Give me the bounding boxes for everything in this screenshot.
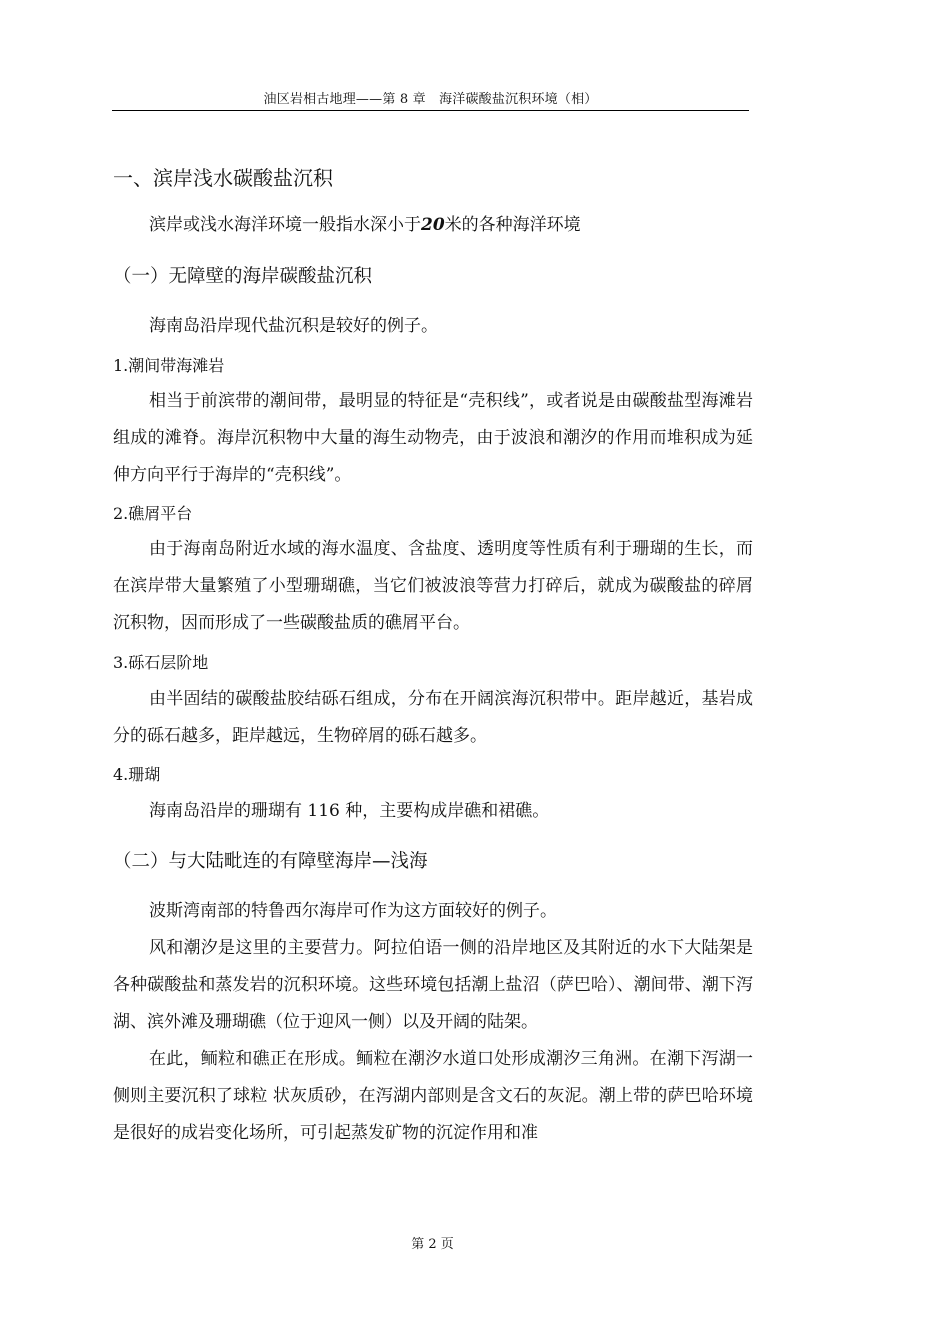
item-title-1: 1.潮间带海滩岩 (113, 356, 225, 375)
section-intro (113, 207, 753, 244)
item-title-2: 2.礁屑平台 (113, 504, 193, 523)
item-text-2: 由于海南岛附近水域的海水温度、含盐度、透明度等性质有利于珊瑚的生长，而在滨岸带大量繁殖了小型珊瑚礁，当它们被波浪等营力打碎后，就成为碳酸盐的碎屑沉积物，因而形成了一些碳酸盐质的礁屑平台。 (113, 539, 753, 633)
item-text-4: 海南岛沿岸的珊瑚有 116 种，主要构成岸礁和裙礁。 (149, 801, 550, 821)
item-title-4: 4.珊瑚 (113, 765, 161, 784)
subsection-heading-2: （二）与大陆毗连的有障壁海岸—浅海 (113, 851, 428, 872)
subsection-2-para-2: 风和潮汐是这里的主要营力。阿拉伯语一侧的沿岸地区及其附近的水下大陆架是各种碳酸盐和蒸发岩的沉积环境。这些环境包括潮上盐沼（萨巴哈）、潮间带、潮下泻湖、滨外滩及珊瑚礁（位于迎风一侧）以及开阔的陆架。 (113, 938, 753, 1032)
subsection-heading-1: （一）无障壁的海岸碳酸盐沉积 (113, 266, 373, 287)
subsection-2-para-1: 波斯湾南部的特鲁西尔海岸可作为这方面较好的例子。 (149, 901, 557, 921)
section-intro-after: 米的各种海洋环境 (444, 215, 581, 235)
section-intro-number: 20 (421, 215, 445, 235)
subsection-2-para-3: 在此，鲕粒和礁正在形成。鲕粒在潮汐水道口处形成潮汐三角洲。在潮下泻湖一侧则主要沉积了球粒 状灰质砂，在泻湖内部则是含文石的灰泥。潮上带的萨巴哈环境是很好的成岩变化场所，可引起蒸发矿物的沉淀作用和准 (113, 1049, 753, 1143)
subsection-1-intro: 海南岛沿岸现代盐沉积是较好的例子。 (149, 316, 438, 336)
section-heading: 一、滨岸浅水碳酸盐沉积 (113, 166, 333, 190)
running-header: 油区岩相古地理——第 8 章 海洋碳酸盐沉积环境（相） (263, 92, 598, 107)
item-text-3: 由半固结的碳酸盐胶结砾石组成，分布在开阔滨海沉积带中。距岸越近，基岩成分的砾石越多，距岸越远，生物碎屑的砾石越多。 (113, 689, 753, 746)
item-text-1: 相当于前滨带的潮间带，最明显的特征是“壳积线”，或者说是由碳酸盐型海滩岩组成的滩脊。海岸沉积物中大量的海生动物壳，由于波浪和潮汐的作用而堆积成为延伸方向平行于海岸的“壳积线”。 (113, 391, 753, 485)
item-title-3: 3.砾石层阶地 (113, 653, 209, 672)
section-intro-before: 滨岸或浅水海洋环境一般指水深小于 (149, 215, 421, 235)
page-number: 第 2 页 (411, 1237, 454, 1252)
header-rule (112, 110, 749, 111)
